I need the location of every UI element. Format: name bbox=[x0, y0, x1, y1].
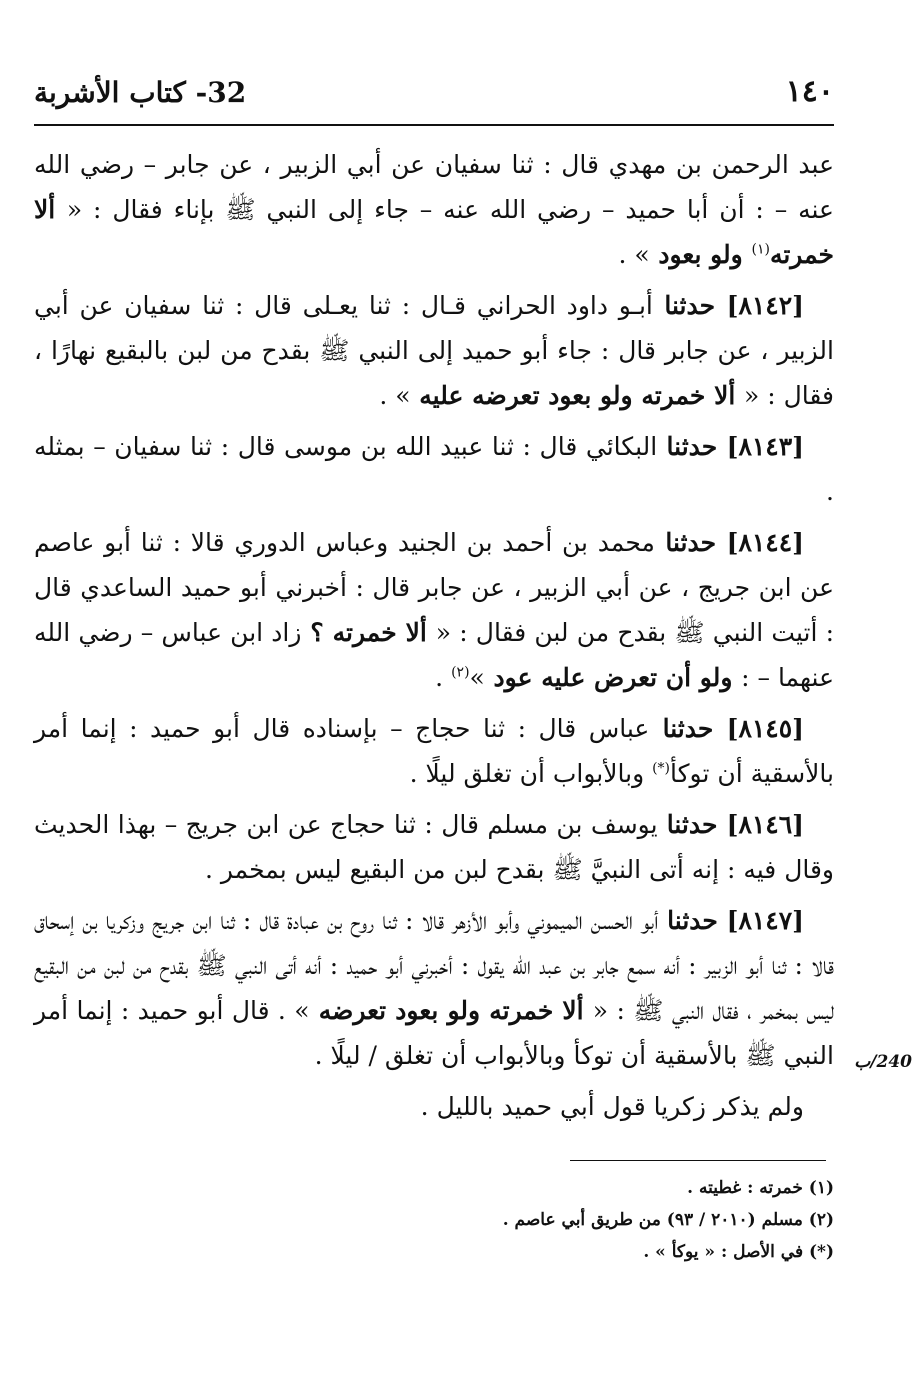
paragraph-continuation: عبد الرحمن بن مهدي قال : ثنا سفيان عن أبي الزبير ، عن جابر – رضي الله عنه – : أن أبا حميد – رضي الله عنه – جاء إلى النبي ﷺ بإناء فقال : « ألا خمرته$^{(١)}$ ولو بعود » . bbox=[34, 150, 834, 269]
hadith-8145: [٨١٤٥] حدثنا عباس قال : ثنا حجاج – بإسناده قال أبو حميد : إنما أمر بالأسقية أن توكأ(*) وبالأبواب أن تغلق ليلًا . bbox=[34, 714, 834, 788]
footnote-3: (*) في الأصل : « يوكأ » . bbox=[643, 1242, 834, 1262]
page-body bbox=[34, 142, 834, 1135]
footnote-rule bbox=[570, 1160, 826, 1161]
closing-note: ولم يذكر زكريا قول أبي حميد بالليل . bbox=[420, 1092, 804, 1121]
hadith-8147: [٨١٤٧] حدثنا أبو الحسن الميموني وأبو الأزهر قالا : ثنا روح بن عبادة قال : ثنا ابن جريج وزكريا بن إسحاق قالا : ثنا أبو الزبير : أنه سمع جابر بن عبد الله يقول : أخبرني أبو حميد : أنه أتى النبي ﷺ بقدح من لبن من البقيع ليس بمخمر ، فقال النبي ﷺ : « ألا خمرته ولو بعود تعرضه » . قال أبو حميد : إنما أمر النبي ﷺ بالأسقية أن توكأ وبالأبواب أن تغلق / ليلًا . bbox=[34, 906, 834, 1070]
hadith-8146: [٨١٤٦] حدثنا يوسف بن مسلم قال : ثنا حجاج عن ابن جريج – بهذا الحديث وقال فيه : إنه أتى النبيَّ ﷺ بقدح لبن من البقيع ليس بمخمر . bbox=[34, 810, 834, 884]
hadith-number: [٨١٤٥] bbox=[726, 714, 804, 743]
footnotes bbox=[34, 1172, 834, 1268]
hadith-number: [٨١٤٣] bbox=[726, 432, 804, 461]
hadith-number: [٨١٤٦] bbox=[726, 810, 804, 839]
manuscript-folio-marker: 240/ب bbox=[854, 1052, 912, 1072]
hadith-8144: [٨١٤٤] حدثنا محمد بن أحمد بن الجنيد وعباس الدوري قالا : ثنا أبو عاصم عن ابن جريج ، عن أبي الزبير ، عن جابر قال : أخبرني أبو حميد الساعدي قال : أتيت النبي ﷺ بقدح من لبن فقال : « ألا خمرته ؟ زاد ابن عباس – رضي الله عنهما – : ولو أن تعرض عليه عود »$^{(٢)}$ . bbox=[34, 528, 835, 692]
hadith-number: [٨١٤٤] bbox=[726, 528, 804, 557]
page-number: ١٤٠ bbox=[785, 74, 834, 109]
footnote-ref-2: (٢) bbox=[451, 664, 470, 681]
hadith-number: [٨١٤٢] bbox=[726, 291, 805, 320]
header-rule bbox=[34, 124, 834, 126]
footnote-2: (٢) مسلم (٢٠١٠ / ٩٣) من طريق أبي عاصم . bbox=[502, 1210, 834, 1230]
footnote-ref-1: (١) bbox=[751, 241, 770, 258]
hadith-number: [٨١٤٧] bbox=[726, 906, 805, 935]
hadith-8143: [٨١٤٣] حدثنا البكائي قال : ثنا عبيد الله بن موسى قال : ثنا سفيان – بمثله . bbox=[34, 432, 834, 506]
hadith-8142: [٨١٤٢] حدثنا أبـو داود الحراني قـال : ثنا يعـلى قال : ثنا سفيان عن أبي الزبير ، عن جابر قال : جاء أبو حميد إلى النبي ﷺ بقدح من لبن بالبقيع نهارًا ، فقال : « ألا خمرته ولو بعود تعرضه عليه » . bbox=[34, 291, 834, 410]
footnote-ref-star: (*) bbox=[652, 760, 671, 777]
page-header bbox=[34, 70, 834, 120]
footnote-1: (١) خمرته : غطيته . bbox=[687, 1178, 834, 1198]
book-title: 32- كتاب الأشربة bbox=[34, 76, 247, 109]
